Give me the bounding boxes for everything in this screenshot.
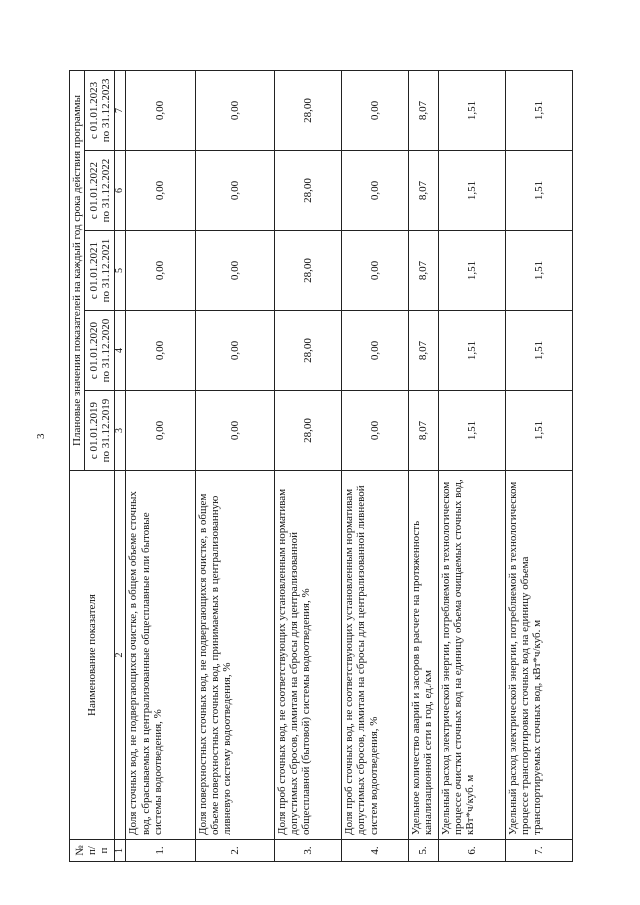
table-row [438,70,505,861]
indicator-value: 28,00 [274,231,341,311]
page-number: 3 [35,433,47,439]
indicator-value: 0,00 [195,151,274,231]
indicator-value: 1,51 [438,151,505,231]
indicator-value: 1,51 [505,151,572,231]
row-number: 6. [438,840,505,862]
indicator-value: 8,07 [409,231,439,311]
indicator-value: 28,00 [274,151,341,231]
column-number: 1 [115,840,126,862]
indicator-value: 1,51 [438,391,505,471]
header-period: с 01.01.2022 по 31.12.2022 [85,151,115,231]
header-name: Наименование показателя [70,471,115,840]
indicator-value: 0,00 [195,231,274,311]
indicator-value: 28,00 [274,70,341,150]
indicator-value: 0,00 [342,70,409,150]
table-row [126,70,195,861]
indicator-name: Доля поверхностных сточных вод, не подвергающихся очистке, в общем объеме поверхностных сточных вод, принимаемых в централизованную ливневую систему водоотведения, % [195,471,274,840]
row-number: 7. [505,840,572,862]
indicator-value: 1,51 [505,311,572,391]
indicator-value: 1,51 [438,231,505,311]
indicator-value: 0,00 [126,151,195,231]
column-number: 3 [115,391,126,471]
indicator-value: 0,00 [195,391,274,471]
table-row [195,70,274,861]
indicator-name: Удельное количество аварий и засоров в расчете на протяженность канализационной сети в год, ед./км [409,471,439,840]
header-period: с 01.01.2020 по 31.12.2020 [85,311,115,391]
indicator-name: Доля проб сточных вод, не соответствующих установленным нормативам допустимых сбросов, лимитам на сбросы для централизованной ливневой систем водоотведения, % [342,471,409,840]
indicator-value: 28,00 [274,391,341,471]
indicator-value: 0,00 [342,391,409,471]
column-number: 4 [115,311,126,391]
table-row [409,70,439,861]
header-no: № п/п [70,840,115,862]
indicator-value: 0,00 [342,311,409,391]
row-number: 1. [126,840,195,862]
indicator-value: 8,07 [409,311,439,391]
indicator-value: 8,07 [409,391,439,471]
table-row [505,70,572,861]
table-row [274,70,341,861]
header-period: с 01.01.2021 по 31.12.2021 [85,231,115,311]
indicator-name: Удельный расход электрической энергии, потребляемой в технологическом процессе очистки сточных вод на единицу объема очищаемых сточных вод, кВт*ч/куб. м [438,471,505,840]
indicator-name: Доля сточных вод, не подвергающихся очистке, в общем объеме сточных вод, сбрасываемых в централизованные общесплавные или бытовые системы водоотведения, % [126,471,195,840]
indicator-value: 0,00 [195,70,274,150]
column-number: 6 [115,151,126,231]
indicator-value: 1,51 [505,70,572,150]
table-row [342,70,409,861]
indicator-name: Удельный расход электрической энергии, потребляемой в технологическом процессе транспортировки сточных вод на единицу объема транспортируемых сточных вод, кВт*ч/куб. м [505,471,572,840]
header-period: с 01.01.2019 по 31.12.2019 [85,391,115,471]
indicator-value: 8,07 [409,70,439,150]
indicator-value: 8,07 [409,151,439,231]
row-number: 2. [195,840,274,862]
indicator-value: 0,00 [342,231,409,311]
row-number: 4. [342,840,409,862]
indicator-value: 1,51 [505,231,572,311]
row-number: 5. [409,840,439,862]
indicator-value: 1,51 [505,391,572,471]
column-number: 2 [115,471,126,840]
column-number: 7 [115,70,126,150]
header-period: с 01.01.2023 по 31.12.2023 [85,70,115,150]
indicators-table [69,70,573,862]
indicator-value: 0,00 [342,151,409,231]
indicator-value: 0,00 [126,231,195,311]
rotated-table-container [69,71,573,862]
indicator-value: 1,51 [438,311,505,391]
indicator-name: Доля проб сточных вод, не соответствующих установленным нормативам допустимых сбросов, лимитам на сбросы для централизованной общесплавной (бытовой) системы водоотведения, % [274,471,341,840]
indicator-value: 1,51 [438,70,505,150]
header-plan-group: Плановые значения показателей на каждый год срока действия программы [70,70,85,470]
indicator-value: 0,00 [195,311,274,391]
indicator-value: 0,00 [126,70,195,150]
indicator-value: 0,00 [126,391,195,471]
row-number: 3. [274,840,341,862]
column-number: 5 [115,231,126,311]
indicator-value: 28,00 [274,311,341,391]
indicator-value: 0,00 [126,311,195,391]
